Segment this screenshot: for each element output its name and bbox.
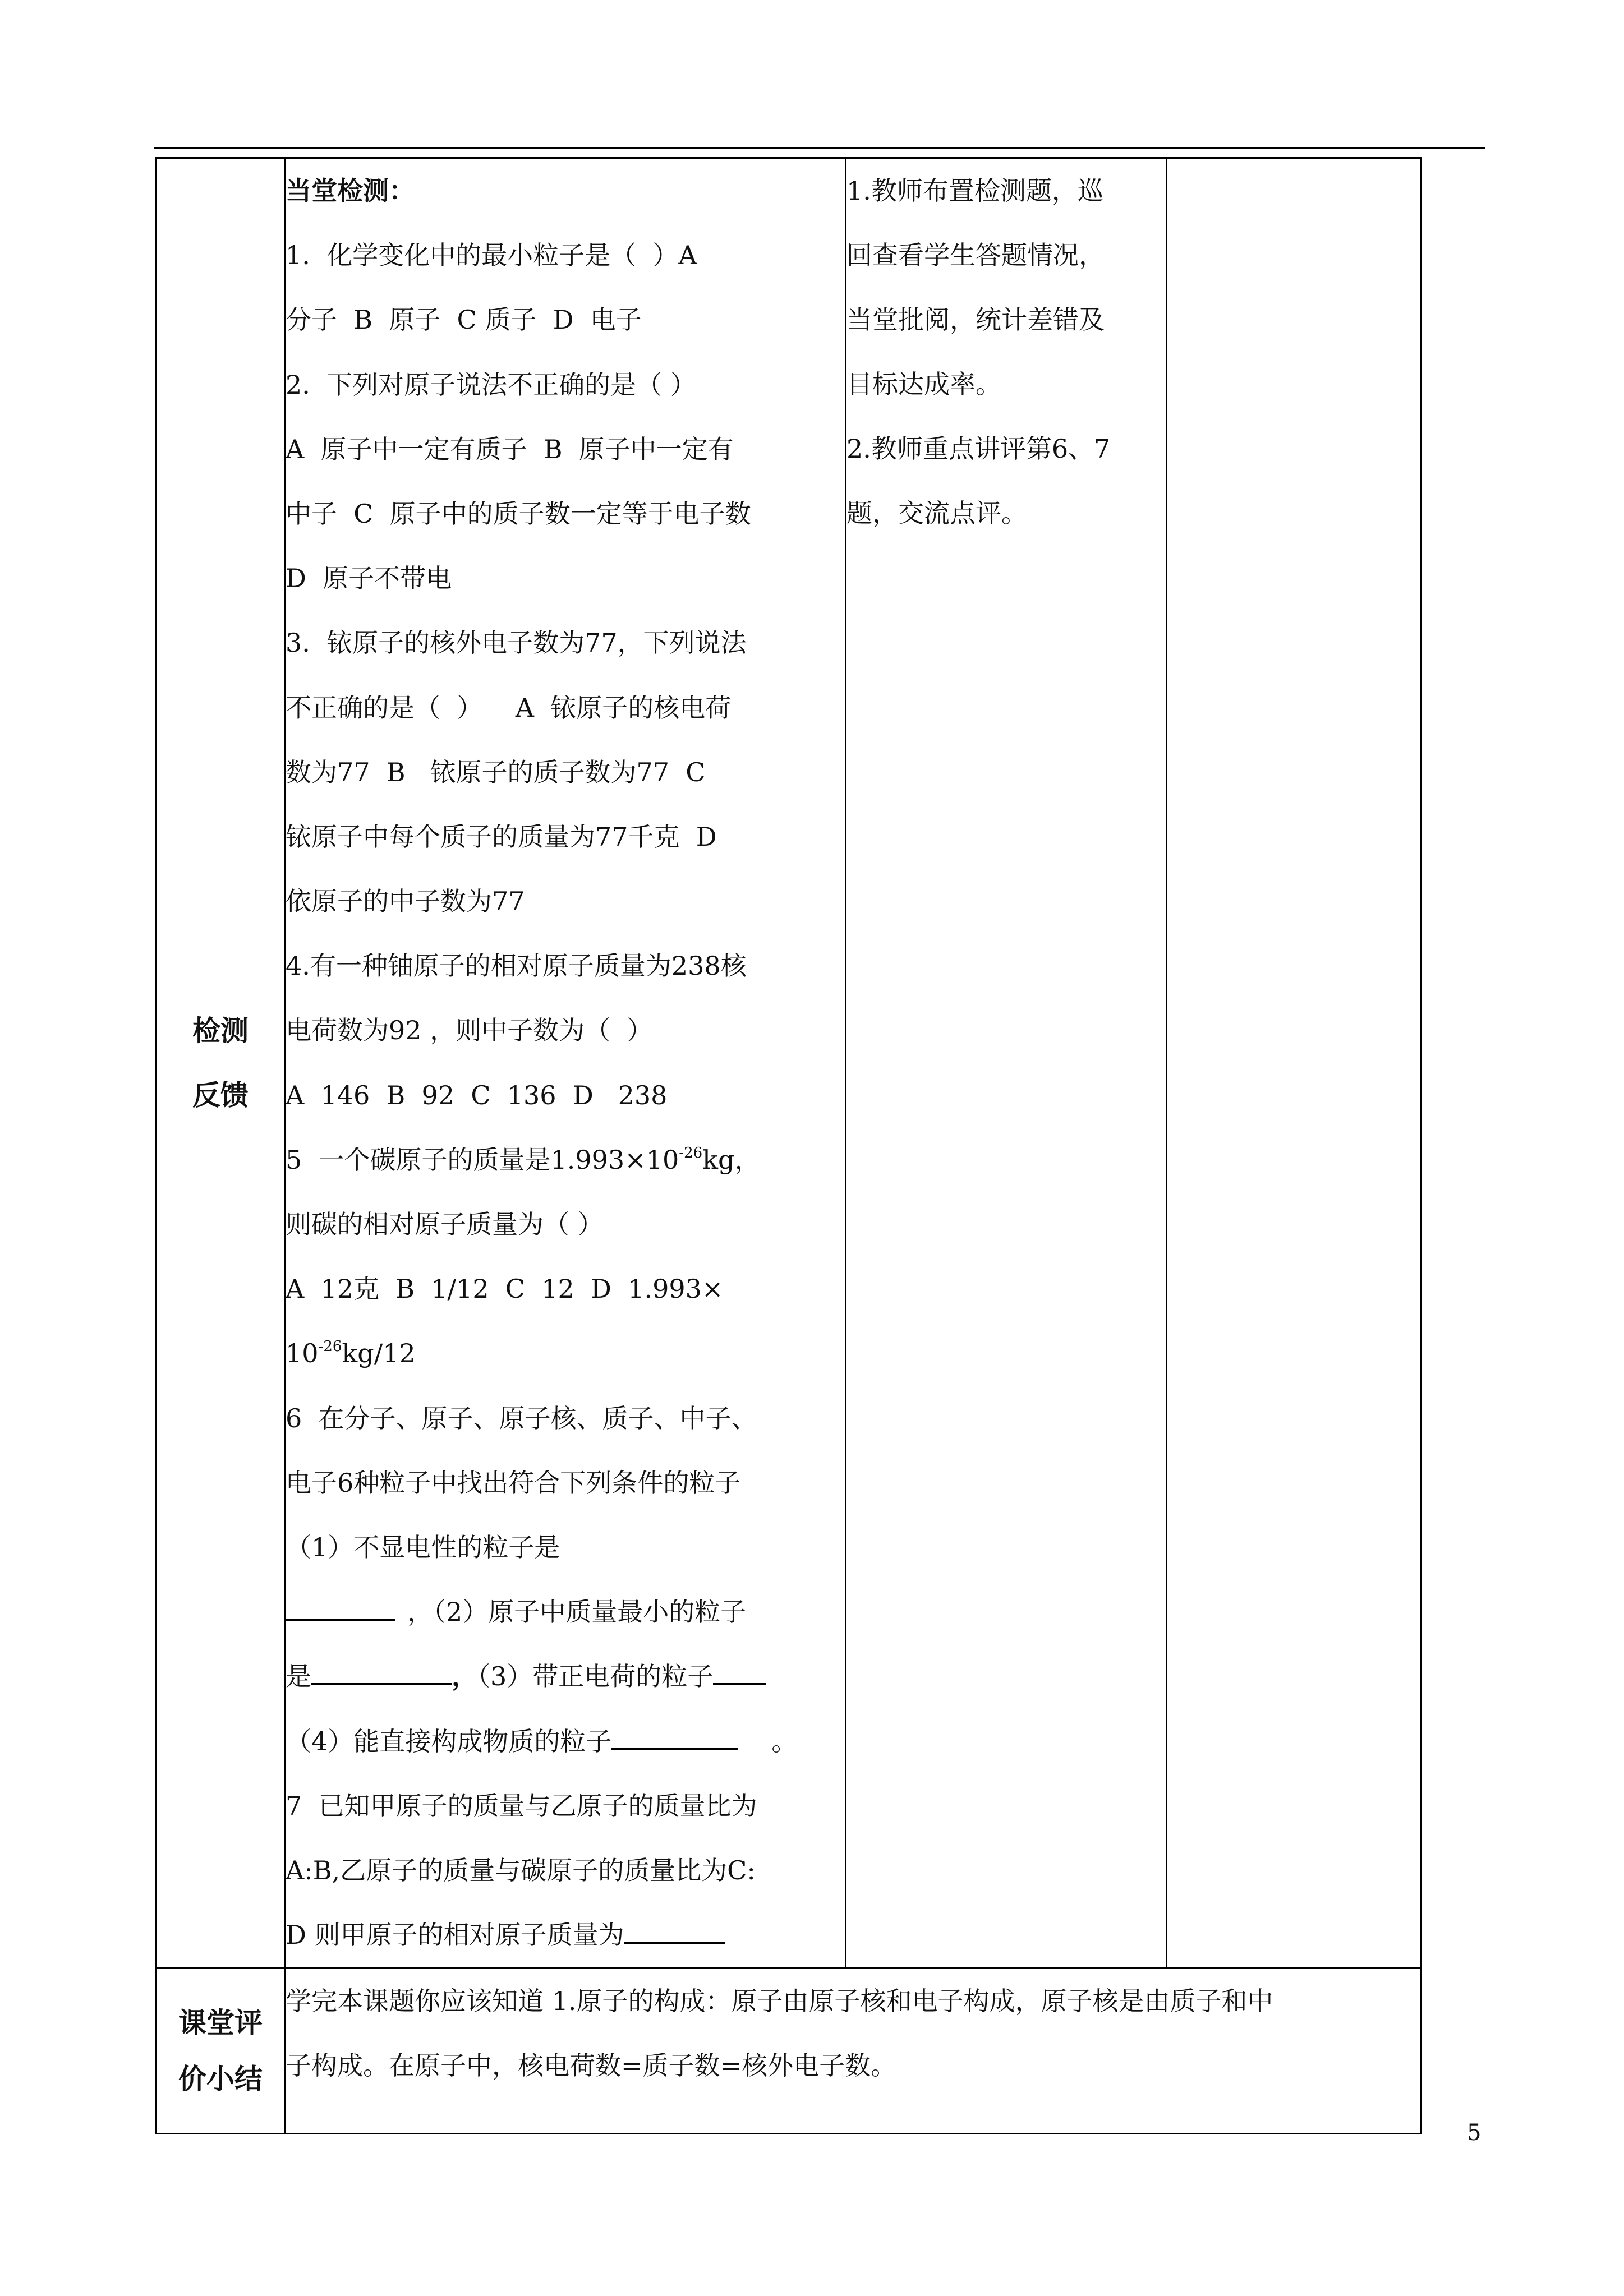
teacher-line: 目标达成率。	[846, 369, 1001, 399]
question-line: 1. 化学变化中的最小粒子是（ ）A	[286, 240, 697, 271]
question-line: 中子 C 原子中的质子数一定等于电子数	[286, 498, 751, 529]
answer-blank[interactable]	[624, 1916, 725, 1944]
question-line: 3. 铱原子的核外电子数为77，下列说法	[286, 628, 747, 658]
q5-text: 5 一个碳原子的质量是1.993×10	[286, 1144, 679, 1175]
question-6-line-1: 6 在分子、原子、原子核、质子、中子、	[286, 1403, 757, 1433]
q5-opt-unit: kg/12	[342, 1338, 416, 1369]
teacher-line: 1.教师布置检测题，巡	[846, 176, 1103, 206]
question-7-line-2: A:B,乙原子的质量与碳原子的质量比为C:	[286, 1855, 756, 1885]
label-line: 检测	[192, 1014, 249, 1047]
question-line: 分子 B 原子 C 质子 D 电子	[286, 305, 642, 335]
question-6-line-3: （1）不显电性的粒子是	[286, 1532, 560, 1562]
question-line: 4.有一种铀原子的相对原子质量为238核	[286, 951, 747, 981]
teacher-line: 当堂批阅，统计差错及	[846, 305, 1105, 335]
answer-blank[interactable]	[611, 1722, 738, 1750]
question-7-line-1: 7 已知甲原子的质量与乙原子的质量比为	[286, 1790, 757, 1821]
section-label-summary	[157, 1968, 285, 2134]
q6-part-2: ，（2）原子中质量最小的粒子	[407, 1597, 747, 1628]
question-7-line-3	[286, 1903, 845, 1967]
question-6-line-5	[286, 1644, 845, 1709]
answer-blank[interactable]	[286, 1593, 395, 1621]
exponent: -26	[318, 1338, 342, 1356]
summary-line: 子构成。在原子中，核电荷数=质子数=核外电子数。	[286, 2050, 897, 2081]
label-line: 反馈	[192, 1078, 249, 1112]
question-6-line-4	[286, 1580, 845, 1644]
summary-line: 学完本课题你应该知道 1.原子的构成：原子由原子核和电子构成，原子核是由质子和中	[286, 1986, 1273, 2017]
q6-part-3-prefix: 是	[286, 1661, 311, 1692]
question-line: 铱原子中每个质子的质量为77千克 D	[286, 821, 717, 852]
question-6-line-6	[286, 1709, 845, 1774]
row-summary	[157, 1968, 1421, 2134]
test-questions-cell	[285, 158, 846, 1968]
question-line: 不正确的是（ ） A 铱原子的核电荷	[286, 692, 732, 723]
page-number: 5	[1467, 2120, 1482, 2146]
summary-cell	[285, 1968, 1421, 2134]
q5-unit: kg，	[702, 1144, 761, 1175]
section-label-test-feedback	[157, 158, 285, 1968]
answer-blank[interactable]	[311, 1657, 452, 1685]
section-heading: 当堂检测：	[286, 176, 415, 206]
q6-end: 。	[771, 1726, 798, 1756]
q5-opt-text: 10	[286, 1338, 319, 1369]
teacher-activity-cell	[846, 158, 1167, 1968]
question-5-line-1	[286, 1128, 845, 1192]
q6-part-4: （4）能直接构成物质的粒子	[286, 1726, 612, 1756]
question-line: 依原子的中子数为77	[286, 886, 525, 917]
q6-part-3: （3）带正电荷的粒子	[477, 1661, 714, 1692]
label-line: 课堂评	[178, 2007, 263, 2040]
question-line: A 原子中一定有质子 B 原子中一定有	[286, 434, 734, 464]
question-5-options: A 12克 B 1/12 C 12 D 1.993×	[286, 1274, 724, 1304]
question-line: A 146 B 92 C 136 D 238	[286, 1080, 668, 1110]
question-line: 2. 下列对原子说法不正确的是（ ）	[286, 369, 696, 400]
lesson-table	[155, 157, 1422, 2134]
empty-notes-cell	[1167, 158, 1421, 1968]
question-6-line-2: 电子6种粒子中找出符合下列条件的粒子	[286, 1467, 741, 1498]
exponent: -26	[679, 1144, 703, 1161]
header-rule	[154, 147, 1485, 149]
question-line: D 原子不带电	[286, 563, 452, 594]
question-5-option-d	[286, 1321, 845, 1386]
q6-comma: ，	[452, 1661, 477, 1692]
label-line: 价小结	[178, 2063, 263, 2096]
teacher-line: 回查看学生答题情况，	[846, 240, 1105, 270]
question-5-line-2: 则碳的相对原子质量为（ ）	[286, 1209, 604, 1239]
q7-text: D 则甲原子的相对原子质量为	[286, 1920, 624, 1951]
row-test-feedback	[157, 158, 1421, 1968]
teacher-line: 题，交流点评。	[846, 498, 1027, 528]
question-line: 电荷数为92 ，则中子数为（ ）	[286, 1015, 653, 1046]
answer-blank[interactable]	[713, 1657, 766, 1685]
teacher-line: 2.教师重点讲评第6、7	[846, 434, 1111, 464]
question-line: 数为77 B 铱原子的质子数为77 C	[286, 757, 706, 787]
